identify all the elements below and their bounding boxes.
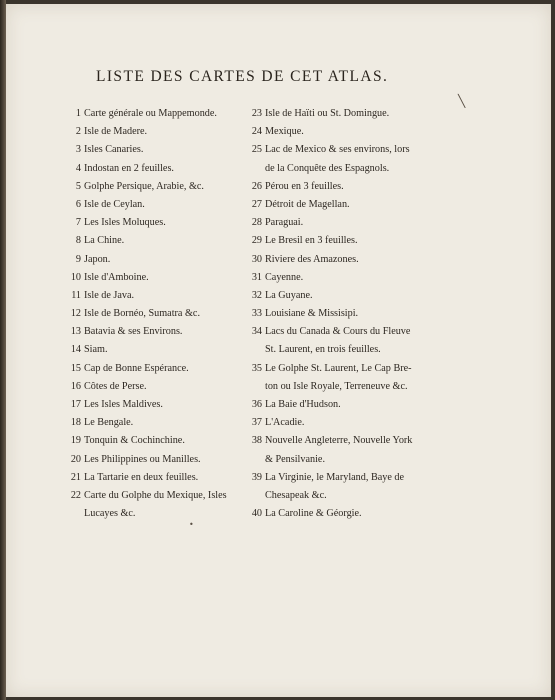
- map-title: Cayenne.: [265, 271, 304, 283]
- map-title: La Chine.: [84, 235, 125, 247]
- map-list-entry: [243, 487, 423, 505]
- map-number: 1: [75, 108, 81, 119]
- map-number: 10: [70, 271, 81, 283]
- map-title: & Pensilvanie.: [265, 453, 325, 465]
- map-title: Le Bresil en 3 feuilles.: [265, 235, 358, 247]
- map-title: Mexique.: [265, 126, 304, 138]
- map-list-entry: [243, 141, 423, 159]
- map-number: 9: [75, 253, 81, 265]
- map-list-entry: [62, 251, 242, 269]
- map-title: Isle de Java.: [84, 289, 135, 301]
- map-list-entry: [62, 505, 242, 523]
- map-list-entry: [62, 232, 242, 250]
- map-number: 8: [75, 235, 81, 247]
- map-title: Le Bengale.: [84, 417, 134, 429]
- map-title: Tonquin & Cochinchine.: [84, 435, 185, 447]
- map-number: 36: [251, 399, 262, 410]
- map-title: Isle de Haïti ou St. Domingue.: [265, 108, 390, 119]
- map-number: 29: [251, 235, 262, 247]
- map-list-entry: [62, 360, 242, 378]
- map-list-entry: [243, 269, 423, 287]
- map-list-entry: [62, 396, 242, 414]
- map-title: Carte générale ou Mappemonde.: [84, 108, 217, 119]
- map-number: 38: [251, 435, 262, 447]
- map-title: Paraguai.: [265, 217, 304, 229]
- map-list-entry: [243, 305, 423, 323]
- map-number: 37: [251, 417, 262, 429]
- map-list-entry: [62, 487, 242, 505]
- map-number: 26: [251, 180, 262, 192]
- map-number: 3: [75, 144, 81, 156]
- map-title: Lucayes &c.: [84, 508, 136, 520]
- map-list-entry: [62, 414, 242, 432]
- map-number: 21: [70, 471, 81, 483]
- map-list-entry: [62, 178, 242, 196]
- map-number: 4: [75, 162, 81, 174]
- map-list-entry: [243, 214, 423, 232]
- map-list-entry: [243, 323, 423, 341]
- map-title: La Virginie, le Maryland, Baye de: [265, 471, 405, 483]
- map-title: Golphe Persique, Arabie, &c.: [84, 180, 204, 192]
- map-title: Détroit de Magellan.: [265, 198, 350, 210]
- map-list-entry: [243, 396, 423, 414]
- map-title: Les Isles Maldives.: [84, 399, 163, 410]
- map-list-entry: [62, 378, 242, 396]
- map-list-entry: [62, 287, 242, 305]
- map-number: 19: [70, 435, 81, 447]
- map-title: Cap de Bonne Espérance.: [84, 362, 189, 374]
- map-list-entry: [243, 414, 423, 432]
- map-list-entry: [62, 432, 242, 450]
- map-list-entry: [62, 196, 242, 214]
- page-title: LISTE DES CARTES DE CET ATLAS.: [96, 68, 389, 85]
- map-number: 14: [70, 344, 81, 356]
- map-title: ton ou Isle Royale, Terreneuve &c.: [265, 380, 408, 392]
- map-title: Le Golphe St. Laurent, Le Cap Bre-: [265, 362, 412, 374]
- map-number: 33: [251, 308, 262, 320]
- map-number: 16: [70, 380, 81, 392]
- map-title: Lac de Mexico & ses environs, lors: [265, 144, 410, 156]
- map-number: 20: [70, 453, 81, 465]
- map-list-entry: [243, 287, 423, 305]
- map-number: 34: [251, 326, 262, 338]
- map-list-entry: [243, 432, 423, 450]
- map-title: Indostan en 2 feuilles.: [84, 162, 174, 174]
- map-title: La Caroline & Géorgie.: [265, 508, 362, 520]
- map-list-entry: [243, 251, 423, 269]
- map-title: Isle de Ceylan.: [84, 198, 145, 210]
- ink-dot: •: [189, 520, 194, 529]
- map-title: de la Conquête des Espagnols.: [265, 162, 390, 174]
- map-list-entry: [243, 505, 423, 523]
- map-list-entry: [62, 323, 242, 341]
- map-list-entry: [243, 451, 423, 469]
- map-number: 11: [71, 289, 81, 301]
- map-list-entry: [62, 123, 242, 141]
- right-column-list: [243, 105, 423, 523]
- map-number: 27: [251, 198, 262, 210]
- map-title: Les Philippines ou Manilles.: [84, 453, 201, 465]
- ink-mark: ╲: [458, 94, 466, 108]
- map-list-entry: [62, 341, 242, 359]
- map-number: 2: [75, 126, 81, 138]
- map-number: 24: [251, 126, 262, 138]
- map-title: Isle de Madere.: [84, 126, 148, 138]
- map-title: La Tartarie en deux feuilles.: [84, 471, 199, 483]
- map-list-entry: [243, 178, 423, 196]
- map-list-entry: [62, 214, 242, 232]
- map-number: 13: [70, 326, 81, 338]
- map-number: 39: [251, 471, 262, 483]
- map-number: 17: [70, 399, 81, 410]
- map-number: 30: [251, 253, 262, 265]
- map-number: 31: [251, 271, 262, 283]
- map-title: Siam.: [84, 344, 108, 356]
- map-title: Japon.: [84, 253, 111, 265]
- map-title: Carte du Golphe du Mexique, Isles: [84, 489, 227, 501]
- map-title: Isle d'Amboine.: [84, 271, 149, 283]
- map-list-entry: [243, 341, 423, 359]
- map-title: St. Laurent, en trois feuilles.: [265, 344, 381, 356]
- map-title: Batavia & ses Environs.: [84, 326, 183, 338]
- map-list-entry: [243, 105, 423, 123]
- map-list-entry: [243, 469, 423, 487]
- map-title: Côtes de Perse.: [84, 380, 147, 392]
- map-list-entry: [62, 469, 242, 487]
- map-number: 12: [70, 308, 81, 320]
- map-title: Riviere des Amazones.: [265, 253, 359, 265]
- map-list-entry: [62, 451, 242, 469]
- map-number: 15: [70, 362, 81, 374]
- map-title: Chesapeak &c.: [265, 489, 327, 501]
- map-list-entry: [62, 141, 242, 159]
- map-list-entry: [243, 123, 423, 141]
- left-column-list: [62, 105, 242, 523]
- map-title: L'Acadie.: [265, 417, 305, 429]
- map-list-entry: [243, 360, 423, 378]
- map-number: 7: [75, 217, 81, 229]
- map-number: 18: [70, 417, 81, 429]
- map-list-entry: [62, 305, 242, 323]
- map-title: Louisiane & Missisipi.: [265, 308, 359, 320]
- map-title: Lacs du Canada & Cours du Fleuve: [265, 326, 411, 338]
- map-title: Isle de Bornéo, Sumatra &c.: [84, 308, 200, 320]
- map-number: 22: [70, 489, 81, 501]
- map-list-entry: [243, 160, 423, 178]
- map-list-entry: [62, 269, 242, 287]
- map-title: La Guyane.: [265, 289, 313, 301]
- map-list-entry: [243, 378, 423, 396]
- map-number: 25: [251, 144, 262, 156]
- map-number: 35: [251, 362, 262, 374]
- map-title: La Baie d'Hudson.: [265, 399, 341, 410]
- map-title: Les Isles Moluques.: [84, 217, 166, 229]
- map-title: Pérou en 3 feuilles.: [265, 180, 344, 192]
- map-title: Isles Canaries.: [84, 144, 144, 156]
- map-number: 32: [251, 289, 262, 301]
- map-list-entry: [62, 105, 242, 123]
- map-list-entry: [243, 232, 423, 250]
- map-list-entry: [62, 160, 242, 178]
- map-list-entry: [243, 196, 423, 214]
- map-number: 40: [251, 508, 262, 520]
- map-number: 28: [251, 217, 262, 229]
- map-number: 6: [75, 198, 81, 210]
- map-number: 23: [251, 108, 262, 119]
- map-number: 5: [75, 180, 81, 192]
- map-title: Nouvelle Angleterre, Nouvelle York: [265, 435, 413, 447]
